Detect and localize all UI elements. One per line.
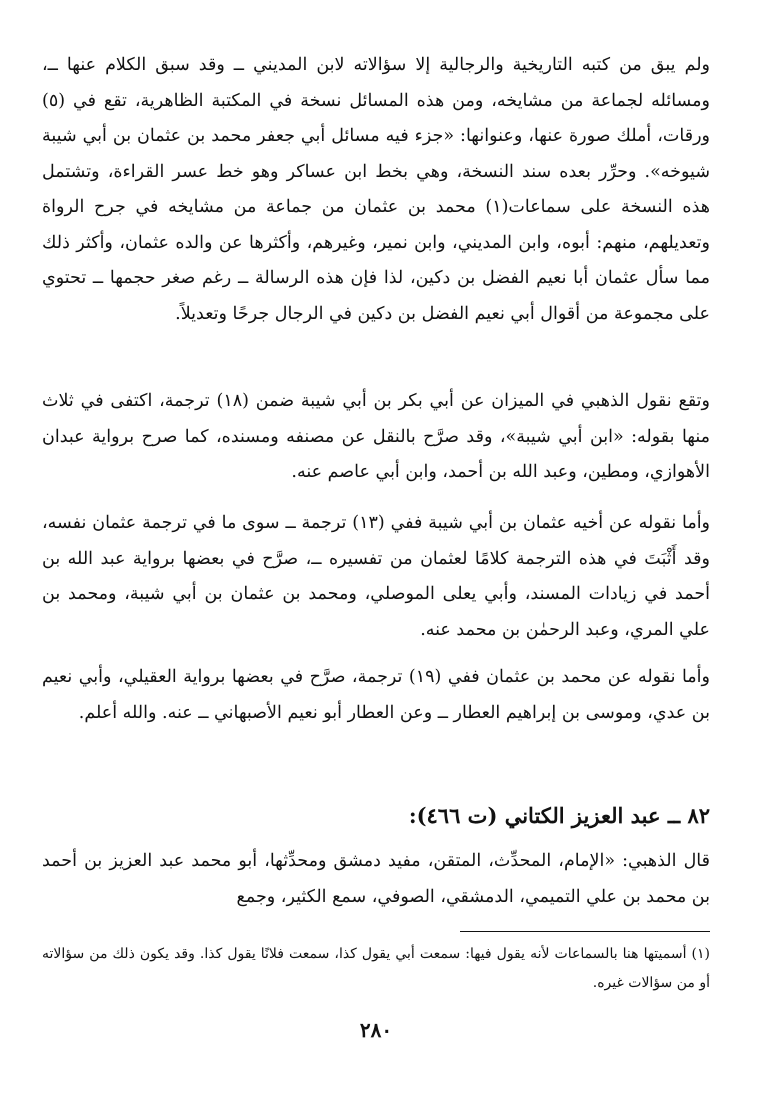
- footnote: (١) أسميتها هنا بالسماعات لأنه يقول فيها: سمعت أبي يقول كذا، سمعت فلانًا يقول كذا. وقد يكون ذلك من سؤالاته أو من سؤالات غيره.: [42, 946, 710, 991]
- paragraph-abu-bakr-quotes: وتقع نقول الذهبي في الميزان عن أبي بكر بن أبي شيبة ضمن (١٨) ترجمة، اكتفى في ثلاث منها بقوله: «ابن أبي شيبة»، وقد صرَّح بالنقل عن مصنفه ومسنده، كما صرح برواية عبدان الأهوازي، ومطين، وعبد الله بن أحمد، وابن أبي عاصم عنه.: [42, 391, 710, 482]
- paragraph-uthman-quotes: وأما نقوله عن أخيه عثمان بن أبي شيبة ففي (١٣) ترجمة ــ سوى ما في ترجمة عثمان نفسه، وقد أَثْبَتَ في هذه الترجمة كلامًا لعثمان من تفسيره ــ، صرَّح في بعضها برواية عبد الله بن أحمد في زيادات المسند، وأبي يعلى الموصلي، ومحمد بن عثمان بن أبي شيبة، ومحمد بن علي المري، وعبد الرحمٰن بن محمد عنه.: [42, 513, 711, 640]
- paragraph-section-body: قال الذهبي: «الإمام، المحدِّث، المتقن، مفيد دمشق ومحدِّثها، أبو محمد عبد العزيز بن أحمد بن محمد بن علي التميمي، الدمشقي، الصوفي، سمع الكثير، وجمع: [42, 851, 710, 907]
- page-number: ٢٨٠: [359, 1018, 393, 1042]
- footnote-divider: [460, 931, 710, 932]
- section-heading: ٨٢ ــ عبد العزيز الكتاني (ت ٤٦٦):: [408, 803, 710, 828]
- paragraph-ibn-abi-shayba-writings: ولم يبق من كتبه التاريخية والرجالية إلا سؤالاته لابن المديني ــ وقد سبق الكلام عنها ــ، ومسائله لجماعة من مشايخه، ومن هذه المسائل نسخة في المكتبة الظاهرية، تقع في (٥) ورقات، أملك صورة عنها، وعنوانها: «جزء فيه مسائل أبي جعفر محمد بن عثمان بن أبي شيبة شيوخه». وحرِّر بعده سند النسخة، وهي بخط ابن عساكر وهو خط عسر القراءة، وتشتمل هذه النسخة على سماعات(١) محمد بن عثمان من جماعة من مشايخه في جرح الرواة وتعديلهم، منهم: أبوه، وابن المديني، وابن نمير، وغيرهم، وأكثرها عن والده عثمان، وأكثر ذلك مما سأل عثمان أبا نعيم الفضل بن دكين، لذا فإن هذه الرسالة ــ رغم صغر حجمها ــ تحتوي على مجموعة من أقوال أبي نعيم الفضل بن دكين في الرجال جرحًا وتعديلاً.: [42, 55, 711, 324]
- document-page: [42, 0, 710, 1099]
- paragraph-muhammad-quotes: وأما نقوله عن محمد بن عثمان ففي (١٩) ترجمة، صرَّح في بعضها برواية العقيلي، وأبي نعيم بن عدي، وموسى بن إبراهيم العطار ــ وعن العطار أبو نعيم الأصبهاني ــ عنه. والله أعلم.: [42, 667, 710, 723]
